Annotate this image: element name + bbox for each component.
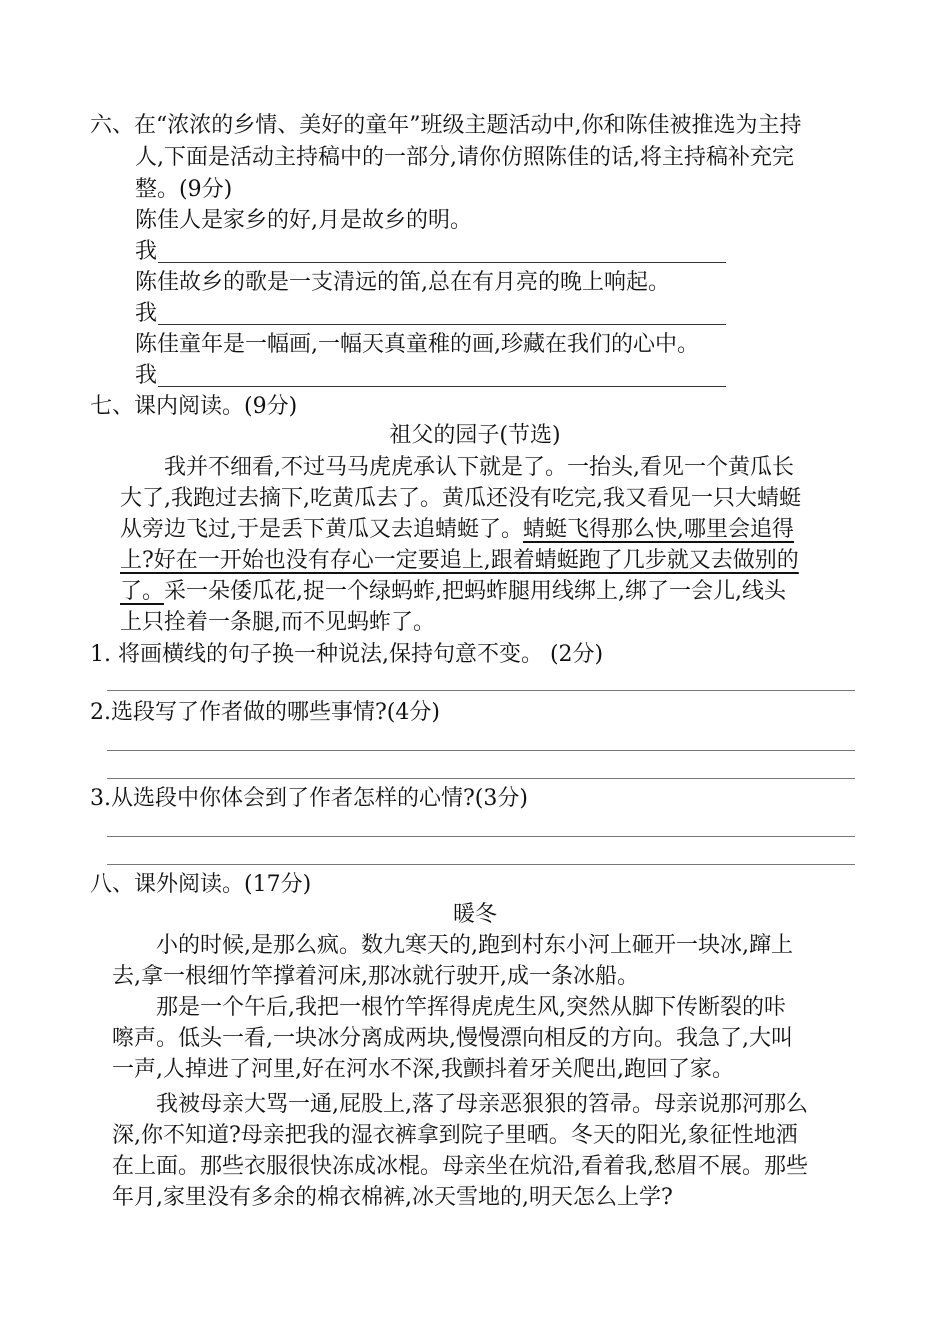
q6-intro-line-2: 人,下面是活动主持稿中的一部分,请你仿照陈佳的话,将主持稿补充完	[135, 145, 794, 170]
q7-passage-line-1: 我并不细看,不过马马虎虎承认下就是了。一抬头,看见一个黄瓜长	[164, 455, 794, 480]
me-label-1: 我	[135, 239, 158, 264]
q6-intro-line-1: 六、在“浓浓的乡情、美好的童年”班级主题活动中,你和陈佳被推选为主持	[90, 113, 802, 138]
q8-passage-line-9: 年月,家里没有多余的棉衣棉裤,冰天雪地的,明天怎么上学?	[112, 1185, 673, 1210]
q7-answer-line-1[interactable]	[107, 690, 855, 691]
q8-heading: 八、课外阅读。(17分)	[90, 872, 312, 897]
q8-passage-title: 暖冬	[452, 902, 497, 927]
answer-blank-2[interactable]	[158, 324, 726, 325]
q7-passage-line-5	[120, 577, 786, 607]
q7-passage-line-6: 上只拴着一条腿,而不见蚂蚱了。	[120, 610, 435, 635]
q7-passage-line-2: 大了,我跑过去摘下,吃黄瓜去了。黄瓜还没有吃完,我又看见一只大蜻蜓	[120, 486, 801, 511]
q7-question-3: 3.从选段中你体会到了作者怎样的心情?(3分)	[90, 786, 528, 811]
q7-heading: 七、课内阅读。(9分)	[90, 394, 298, 419]
q6-intro-line-3: 整。(9分)	[135, 177, 233, 202]
q7-question-2: 2.选段写了作者做的哪些事情?(4分)	[90, 700, 440, 725]
q8-passage-line-2: 去,拿一根细竹竿撑着河床,那冰就行驶开,成一条冰船。	[112, 964, 639, 989]
q7-answer-line-5[interactable]	[107, 864, 855, 865]
me-label-2: 我	[135, 301, 158, 326]
underlined-sentence-part-1: 蜻蜓飞得那么快,哪里会追得	[523, 517, 794, 542]
q7-answer-line-4[interactable]	[107, 836, 855, 837]
q8-passage-line-4: 嚓声。低头一看,一块冰分离成两块,慢慢漂向相反的方向。我急了,大叫	[112, 1026, 793, 1051]
q8-passage-line-1: 小的时候,是那么疯。数九寒天的,跑到村东小河上砸开一块冰,蹿上	[156, 933, 793, 958]
answer-blank-1[interactable]	[158, 262, 726, 263]
q7-passage-line-3a: 从旁边飞过,于是丢下黄瓜又去追蜻蜓了。	[120, 517, 523, 542]
chen-jia-line-1: 陈佳人是家乡的好,月是故乡的明。	[135, 208, 472, 233]
q7-passage-title: 祖父的园子(节选)	[389, 423, 561, 448]
q7-passage-line-5b: 采一朵倭瓜花,捉一个绿蚂蚱,把蚂蚱腿用线绑上,绑了一会儿,线头	[164, 579, 786, 604]
q8-passage-line-5: 一声,人掉进了河里,好在河水不深,我颤抖着牙关爬出,跑回了家。	[112, 1057, 734, 1082]
q8-passage-line-3: 那是一个午后,我把一根竹竿挥得虎虎生风,突然从脚下传断裂的咔	[156, 995, 786, 1020]
q8-passage-line-7: 深,你不知道?母亲把我的湿衣裤拿到院子里晒。冬天的阳光,象征性地洒	[112, 1123, 798, 1148]
underlined-sentence-part-2: 上?好在一开始也没有存心一定要追上,跟着蜻蜓跑了几步就又去做别的	[120, 548, 799, 573]
q8-passage-line-6: 我被母亲大骂一通,屁股上,落了母亲恶狠狠的笤帚。母亲说那河那么	[156, 1092, 808, 1117]
q7-passage-line-3	[120, 515, 794, 545]
answer-blank-3[interactable]	[158, 386, 726, 387]
underlined-sentence-part-3: 了。	[120, 579, 165, 604]
q7-answer-line-2[interactable]	[107, 750, 855, 751]
chen-jia-line-2: 陈佳故乡的歌是一支清远的笛,总在有月亮的晚上响起。	[135, 270, 670, 295]
me-label-3: 我	[135, 363, 158, 388]
q7-answer-line-3[interactable]	[107, 778, 855, 779]
q8-passage-line-8: 在上面。那些衣服很快冻成冰棍。母亲坐在炕沿,看着我,愁眉不展。那些	[112, 1154, 808, 1179]
chen-jia-line-3: 陈佳童年是一幅画,一幅天真童稚的画,珍藏在我们的心中。	[135, 332, 699, 357]
q7-question-1: 1. 将画横线的句子换一种说法,保持句意不变。 (2分)	[90, 642, 604, 667]
